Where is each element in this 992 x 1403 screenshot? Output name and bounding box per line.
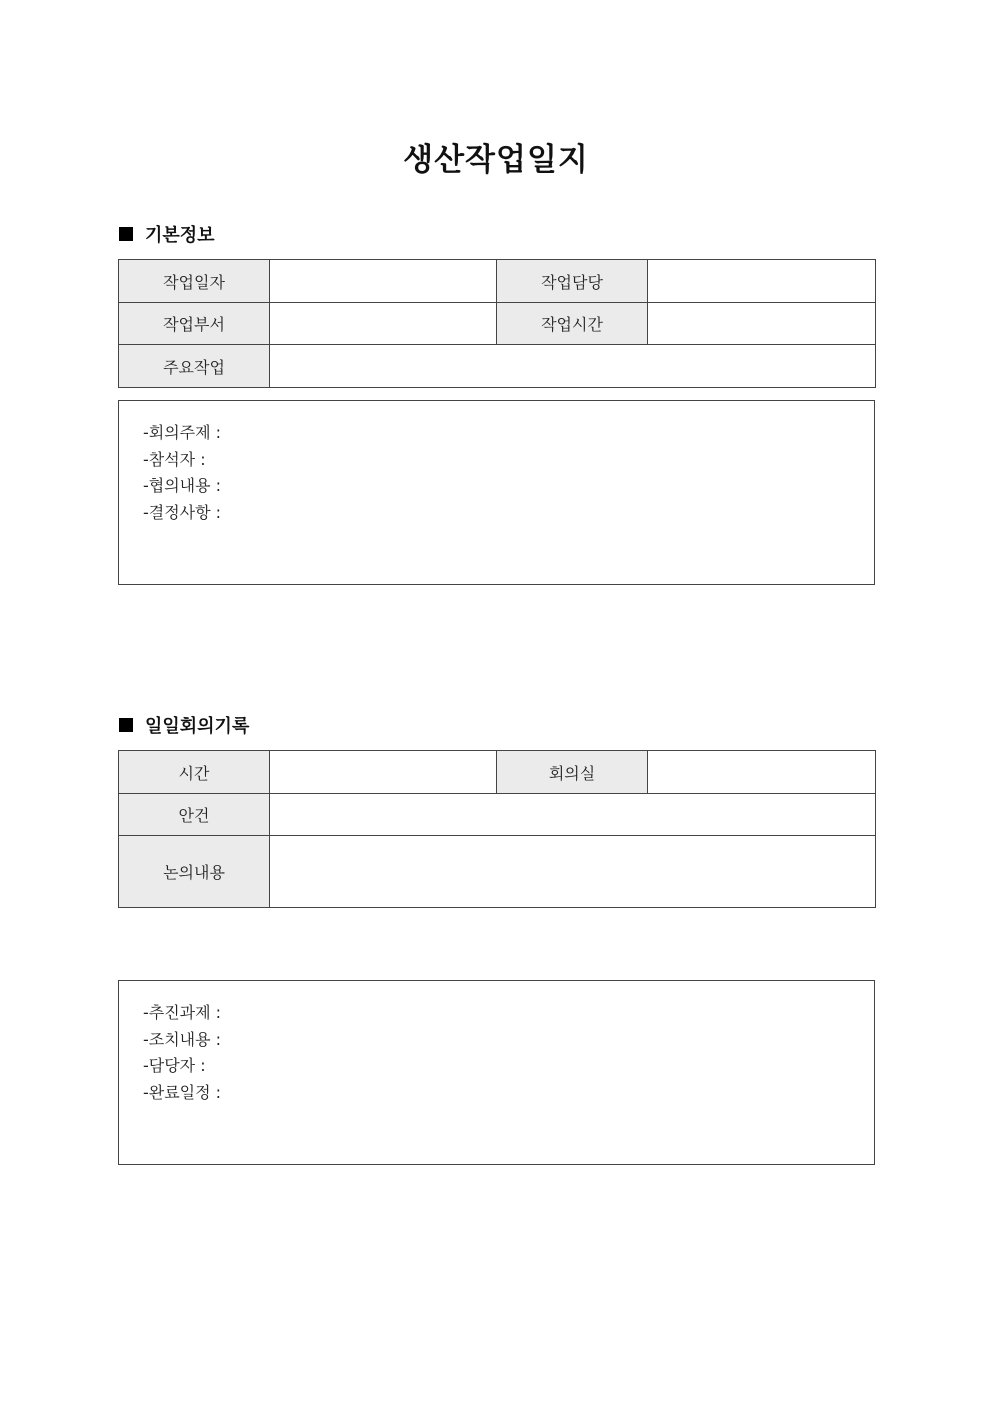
work-time-field[interactable] xyxy=(648,303,876,345)
meeting-notes-box[interactable] xyxy=(118,400,875,585)
note-line-attendees: -참석자 : xyxy=(143,449,206,469)
note-line-meeting-topic: -회의주제 : xyxy=(143,423,222,442)
meeting-room-label: 회의실 xyxy=(497,751,648,794)
table-row xyxy=(119,345,876,388)
work-manager-field[interactable] xyxy=(648,260,876,303)
action-items-box[interactable] xyxy=(118,980,875,1165)
agenda-field[interactable] xyxy=(270,794,876,836)
work-manager-label: 작업담당 xyxy=(497,260,648,303)
note-line-owner: -담당자 : xyxy=(143,1056,206,1075)
table-row xyxy=(119,751,876,794)
work-department-field[interactable] xyxy=(270,303,497,345)
section-heading-basic-info xyxy=(119,222,215,246)
section-heading-label: 기본정보 xyxy=(145,225,215,246)
main-work-field[interactable] xyxy=(270,345,876,388)
table-row xyxy=(119,303,876,345)
agenda-label: 안건 xyxy=(119,794,270,836)
discussion-field[interactable] xyxy=(270,836,876,908)
basic-info-table xyxy=(118,259,876,388)
square-bullet-icon xyxy=(119,227,133,241)
discussion-label: 논의내용 xyxy=(119,836,270,908)
work-date-label: 작업일자 xyxy=(119,260,270,303)
note-line-due-date: -완료일정 : xyxy=(143,1082,222,1102)
table-row xyxy=(119,836,876,908)
table-row xyxy=(119,794,876,836)
table-row xyxy=(119,260,876,303)
note-line-actions: -조치내용 : xyxy=(143,1029,222,1049)
time-label: 시간 xyxy=(119,751,270,794)
square-bullet-icon xyxy=(119,718,133,732)
note-line-decisions: -결정사항 : xyxy=(143,502,222,522)
section-heading-daily-meeting xyxy=(119,713,249,737)
work-department-label: 작업부서 xyxy=(119,303,270,345)
time-field[interactable] xyxy=(270,751,497,794)
note-line-tasks: -추진과제 : xyxy=(143,1003,222,1022)
meeting-room-field[interactable] xyxy=(648,751,876,794)
work-date-field[interactable] xyxy=(270,260,497,303)
section-heading-label: 일일회의기록 xyxy=(145,716,250,737)
main-work-label: 주요작업 xyxy=(119,345,270,388)
document-title: 생산작업일지 xyxy=(403,142,589,178)
daily-meeting-table xyxy=(118,750,876,908)
note-line-discussion: -협의내용 : xyxy=(143,476,222,495)
work-time-label: 작업시간 xyxy=(497,303,648,345)
